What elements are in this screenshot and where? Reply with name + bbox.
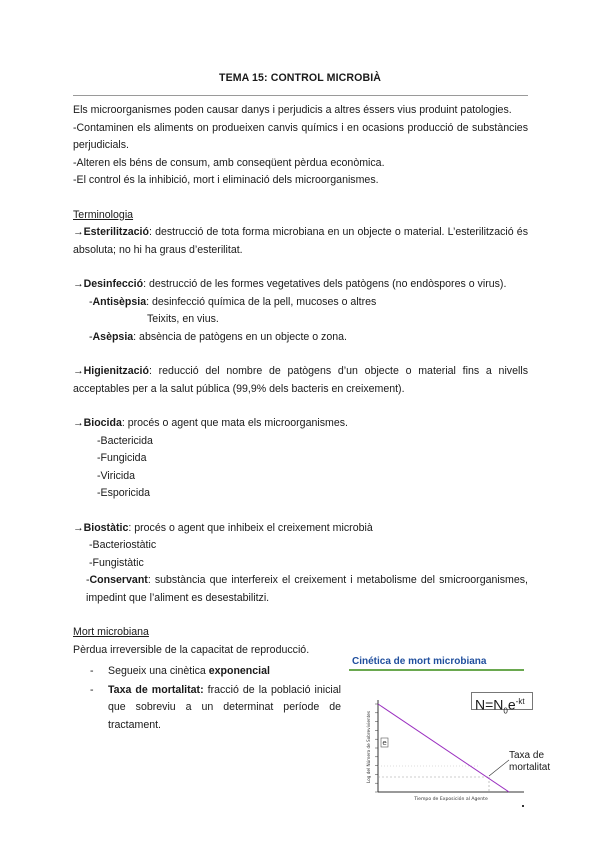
page-dot <box>522 805 524 807</box>
intro-paragraph-2: -Contaminen els aliments on produeixen canvis químics i en ocasions producció de substàncies perjudicials. <box>73 121 528 151</box>
y-axis-label: Log del Número de Sobrevivientes <box>366 710 371 784</box>
def-biostatic-text: : procés o agent que inhibeix el creixement microbià <box>128 521 373 534</box>
formula-box: $N=N_0e^{-kt}$ <box>471 692 533 710</box>
term-asepsia: Asèpsia <box>92 330 134 343</box>
kinetics-chart <box>349 654 529 810</box>
def-desinfeccio <box>73 276 528 294</box>
def-asepsia-text: : absència de patògens en un objecte o zona. <box>133 330 347 343</box>
mort-heading: Mort microbiana <box>73 626 149 638</box>
def-conservant-text: : substància que interfereix el creixement i metabolisme del smicroorganismes, impedint que l’aliment es desestabilitzi. <box>86 574 528 604</box>
list-item: -Bactericida <box>97 434 153 447</box>
x-axis-label: Tiempo de Exposición al Agente <box>414 797 488 802</box>
term-biostatic: Biostàtic <box>83 521 129 534</box>
mort-text: Pèrdua irreversible de la capacitat de reproducció. <box>73 643 310 656</box>
term-antisepsia: Antisèpsia <box>92 295 147 308</box>
term-exponencial: exponencial <box>208 665 270 677</box>
arrow-icon: → <box>73 365 84 377</box>
list-item: -Fungicida <box>97 452 147 464</box>
arrow-icon: → <box>73 278 84 290</box>
e-marker-label: e <box>382 739 387 747</box>
list-item: - Taxa de mortalitat: fracció de la població inicial que sobreviu a un determinat període de tractament. <box>90 683 342 731</box>
terminology-heading: Terminologia <box>73 208 134 221</box>
intro-paragraph-4: -El control és la inhibició, mort i eliminació dels microorganismes. <box>73 174 379 186</box>
title-divider <box>73 95 528 96</box>
arrow-icon: → <box>73 521 84 534</box>
def-higienitzacio <box>73 363 528 398</box>
list-item: -Fungistàtic <box>89 556 144 569</box>
term-higienitzacio: Higienització <box>83 365 149 377</box>
term-conservant: Conservant <box>89 574 148 586</box>
def-asepsia: -Asèpsia: absència de patògens en un objecte o zona. <box>89 330 347 343</box>
list-item: -Viricida <box>97 469 136 482</box>
mort-bullet-list <box>73 663 341 734</box>
term-desinfeccio: Desinfecció <box>83 278 144 290</box>
annotation-arrow <box>489 760 509 776</box>
survivor-line <box>378 704 509 792</box>
def-antisepsia: -Antisèpsia: desinfecció química de la pell, mucoses o altres <box>89 295 377 308</box>
term-biocida: Biocida <box>83 417 122 429</box>
intro-paragraph-3: -Alteren els béns de consum, amb conseqüent pèrdua econòmica. <box>73 156 385 169</box>
def-biocida-text: : procés o agent que mata els microorganismes. <box>121 417 348 429</box>
intro-paragraph-1: Els microorganismes poden causar danys i perjudicis a altres éssers vius produint patologies. <box>73 104 512 116</box>
def-biostatic <box>73 520 528 538</box>
def-antisepsia-text: : desinfecció química de la pell, mucoses o altres <box>146 295 377 308</box>
term-taxa-mortalitat: Taxa de mortalitat: <box>108 683 204 696</box>
arrow-icon: → <box>73 226 84 238</box>
def-esterilitzacio <box>73 224 528 259</box>
page-title: TEMA 15: CONTROL MICROBIÀ <box>219 72 381 84</box>
arrow-icon: → <box>73 417 84 429</box>
term-esterilitzacio: Esterilització <box>83 226 149 238</box>
list-item: -Bacteriostàtic <box>89 539 157 551</box>
document-body <box>73 102 528 735</box>
mortality-rate-annotation: Taxa de mortalitat <box>509 750 551 773</box>
list-item: - Segueix una cinètica exponencial <box>90 665 270 677</box>
list-item: -Esporicida <box>97 487 150 499</box>
def-higienitzacio-text: : reducció del nombre de patògens d’un objecte o material fins a nivells acceptables per a la salut pública (99,9% dels bacteris en creixement). <box>73 365 528 395</box>
def-antisepsia-continuation: Teixits, en vius. <box>147 313 219 325</box>
def-conservant: -Conservant: substància que interfereix el creixement i metabolisme del smicroorganismes, impedint que l’aliment es desestabilitzi. <box>86 574 528 604</box>
kinetics-figure <box>349 654 551 810</box>
def-biocida <box>73 415 528 433</box>
def-desinfeccio-text: : destrucció de les formes vegetatives dels patògens (no endòspores o virus). <box>143 278 507 290</box>
def-esterilitzacio-text: : destrucció de tota forma microbiana en un objecte o material. L’esterilització és absoluta; no hi ha graus d’esterilitat. <box>73 226 528 256</box>
figure-title: Cinética de mort microbiana <box>352 656 487 667</box>
